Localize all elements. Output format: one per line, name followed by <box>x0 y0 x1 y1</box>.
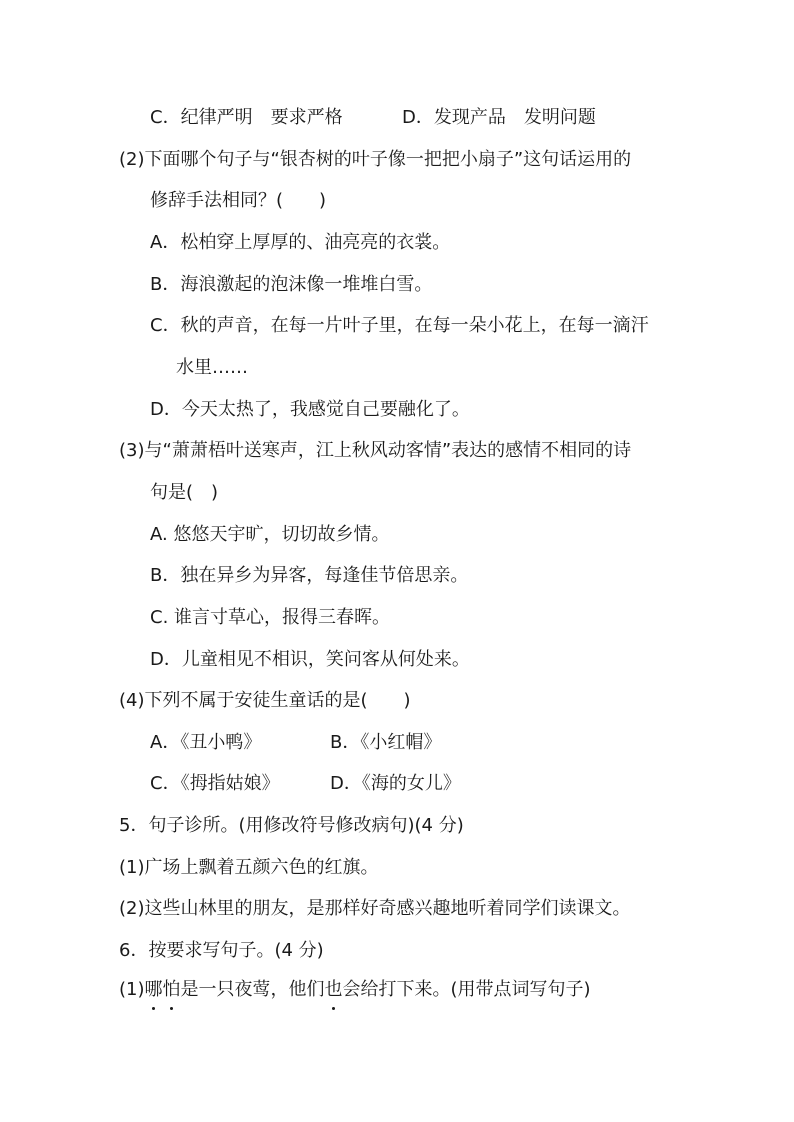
q4-4-stem: (4)下列不属于安徒生童话的是( ) <box>119 690 411 711</box>
q4-3-option-c: C. 谁言寸草心，报得三春晖。 <box>150 607 391 628</box>
q4-2-option-a: A．松柏穿上厚厚的、油亮亮的衣裳。 <box>150 232 451 253</box>
q4-3-option-b: B．独在异乡为异客，每逢佳节倍思亲。 <box>150 565 469 586</box>
q4-4-option-c: C．《拇指姑娘》 <box>150 773 280 794</box>
q4-1-option-c: C．纪律严明 要求严格 <box>150 107 343 128</box>
q6-item1-mid: 是一只夜莺，他们 <box>180 979 325 1000</box>
q4-4-option-d: D．《海的女儿》 <box>330 773 461 794</box>
q4-2-option-c-line1: C．秋的声音，在每一片叶子里，在每一朵小花上，在每一滴汗 <box>150 315 649 336</box>
q4-3-option-a: A. 悠悠天宇旷，切切故乡情。 <box>150 524 390 545</box>
q6-item1 <box>119 978 591 1002</box>
q4-3-stem-line2: 句是( ) <box>150 482 219 503</box>
dotted-char: 哪 <box>144 979 163 1000</box>
q5-item2: (2)这些山林里的朋友，是那样好奇感兴趣地听着同学们读课文。 <box>119 898 631 919</box>
q4-2-stem-line1: (2)下面哪个句子与“银杏树的叶子像一把把小扇子”这句话运用的 <box>119 149 632 170</box>
q4-2-option-b: B．海浪激起的泡沫像一堆堆白雪。 <box>150 274 433 295</box>
q4-2-option-d: D．今天太热了，我感觉自己要融化了。 <box>150 399 470 420</box>
q4-1-option-d: D．发现产品 发明问题 <box>402 107 596 128</box>
q6-item1-prefix: (1) <box>119 979 145 1000</box>
dotted-char: 怕 <box>162 979 181 1000</box>
q4-2-option-c-line2: 水里…… <box>176 357 248 378</box>
q4-3-option-d: D．儿童相见不相识，笑问客从何处来。 <box>150 649 470 670</box>
q6-title: 6．按要求写句子。(4 分) <box>119 940 324 961</box>
q4-4-option-b: B．《小红帽》 <box>330 732 442 753</box>
q5-title: 5．句子诊所。(用修改符号修改病句)(4 分) <box>119 815 464 836</box>
q5-item1: (1)广场上飘着五颜六色的红旗。 <box>119 857 379 878</box>
q6-item1-rest: 会给打下来。(用带点词写句子) <box>342 979 591 1000</box>
q4-4-option-a: A．《丑小鸭》 <box>150 732 262 753</box>
dotted-char: 也 <box>324 979 343 1000</box>
q4-2-stem-line2: 修辞手法相同？( ) <box>150 190 327 211</box>
q4-3-stem-line1: (3)与“萧萧梧叶送寒声，江上秋风动客情”表达的感情不相同的诗 <box>119 440 632 461</box>
